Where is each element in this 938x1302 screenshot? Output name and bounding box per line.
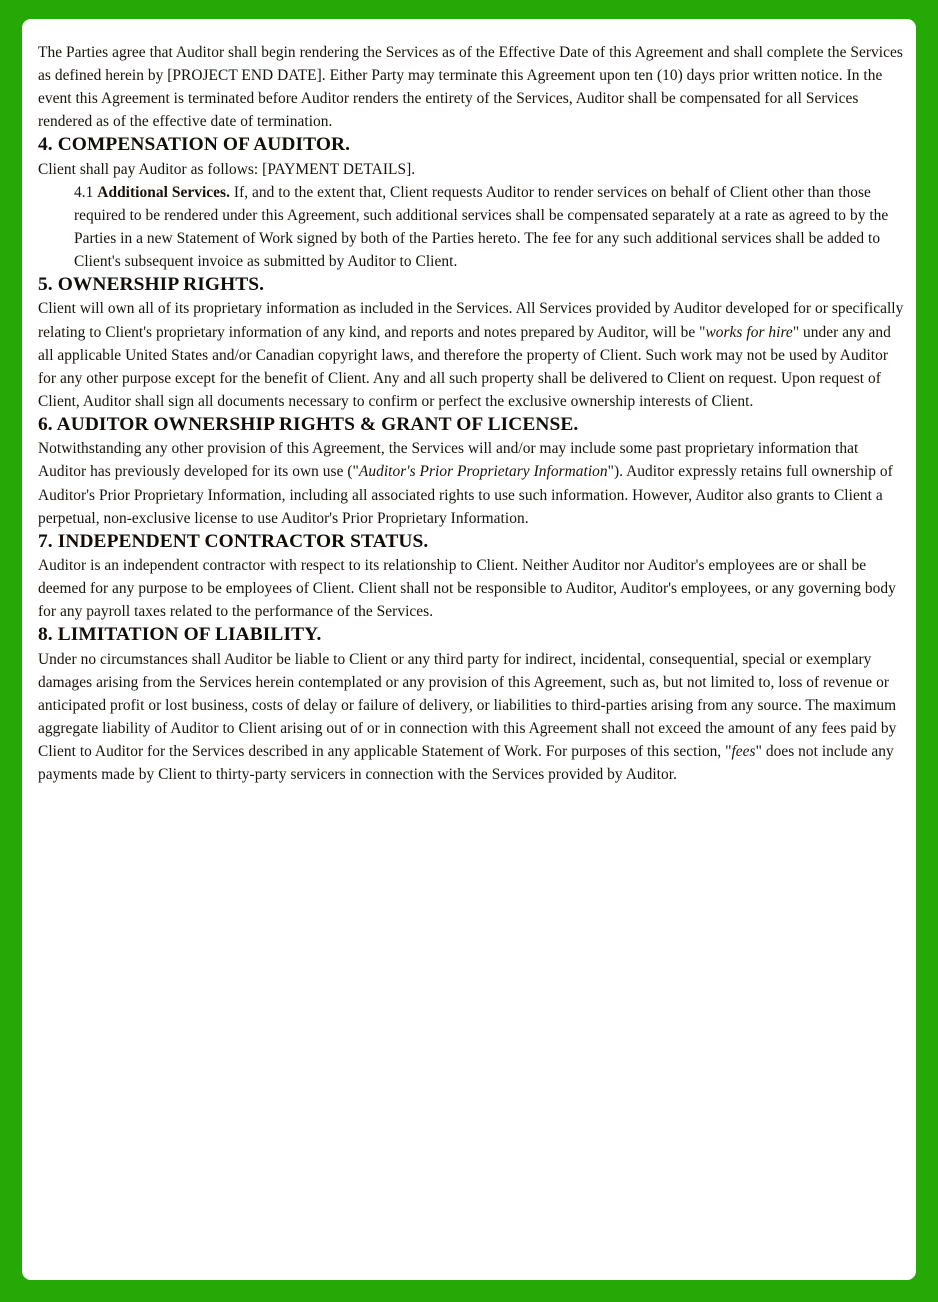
section-5-emphasis-works-for-hire: works for hire	[705, 323, 793, 341]
document-card	[22, 19, 916, 1280]
clause-4-1-number: 4.1	[74, 183, 98, 201]
section-8-run-3: " does not include any payments made by Client to thirty-party servicers in connection with the Services provided by Auditor.	[38, 742, 894, 784]
clause-4-1-lead-in: Additional Services.	[97, 183, 230, 201]
section-5-run-1: Client will own all of its proprietary information as included in the Services. All Services provided by Auditor developed for or specifically relating to Client's proprietary information of any kind, and reports and notes prepared by Auditor, will be "	[38, 300, 904, 341]
section-7-heading: 7. INDEPENDENT CONTRACTOR STATUS.	[38, 530, 429, 552]
section-4-heading: 4. COMPENSATION OF AUDITOR.	[38, 134, 351, 156]
section-8-paragraph	[38, 648, 904, 787]
section-8-emphasis-fees: fees	[731, 742, 756, 760]
section-6-run-1: Notwithstanding any other provision of this Agreement, the Services will and/or may include some past proprietary information that Auditor has previously developed for its own use ("	[38, 440, 859, 481]
section-4-paragraph: Client shall pay Auditor as follows: [PAYMENT DETAILS].	[38, 160, 416, 178]
intro-term-paragraph: The Parties agree that Auditor shall begin rendering the Services as of the Effective Date of this Agreement and shall complete the Services as defined herein by [PROJECT END DATE]. Either Party may terminate this Agreement upon ten (10) days prior written notice. In the event this Agreement is terminated before Auditor renders the entirety of the Services, Auditor shall be compensated for all Services rendered as of the effective date of termination.	[38, 44, 903, 131]
section-7-paragraph: Auditor is an independent contractor with respect to its relationship to Client. Neither Auditor nor Auditor's employees are or shall be deemed for any purpose to be employees of Client. Client shall not be responsible to Auditor, Auditor's employees, or any governing body for any payroll taxes related to the performance of the Services.	[38, 556, 896, 621]
section-5-paragraph	[38, 297, 904, 413]
section-8-heading: 8. LIMITATION OF LIABILITY.	[38, 624, 322, 646]
section-6-paragraph	[38, 437, 904, 529]
clause-4-1-text: If, and to the extent that, Client requests Auditor to render services on behalf of Client other than those required to be rendered under this Agreement, such additional services shall be compensated separately at a rate as agreed to by the Parties in a new Statement of Work signed by both of the Parties hereto. The fee for any such additional services shall be added to Client's subsequent invoice as submitted by Auditor to Client.	[74, 183, 889, 271]
section-5-run-3: " under any and all applicable United States and/or Canadian copyright laws, and therefore the property of Client. Such work may not be used by Auditor for any other purpose except for the benefit of Client. Any and all such property shall be delivered to Client on request. Upon request of Client, Auditor shall sign all documents necessary to confirm or perfect the exclusive ownership interests of Client.	[38, 323, 891, 410]
section-6-emphasis-prior-proprietary-information: Auditor's Prior Proprietary Information	[358, 463, 608, 481]
document-body	[38, 41, 904, 786]
clause-4-1	[38, 181, 904, 273]
section-5-heading: 5. OWNERSHIP RIGHTS.	[38, 274, 265, 296]
section-8-run-1: Under no circumstances shall Auditor be liable to Client or any third party for indirect, incidental, consequential, special or exemplary damages arising from the Services herein contemplated or any provision of this Agreement, such as, but not limited to, loss of revenue or anticipated profit or lost business, costs of delay or failure of delivery, or liabilities to third-parties arising from any source. The maximum aggregate liability of Auditor to Client arising out of or in connection with this Agreement shall not exceed the amount of any fees paid by Client to Auditor for the Services described in any applicable Statement of Work. For purposes of this section, "	[38, 650, 897, 760]
section-6-heading: 6. AUDITOR OWNERSHIP RIGHTS & GRANT OF LICENSE.	[38, 414, 579, 436]
section-6-run-3: "). Auditor expressly retains full ownership of Auditor's Prior Proprietary Information, including all associated rights to use such information. However, Auditor also grants to Client a perpetual, non-exclusive license to use Auditor's Prior Proprietary Information.	[38, 463, 893, 527]
